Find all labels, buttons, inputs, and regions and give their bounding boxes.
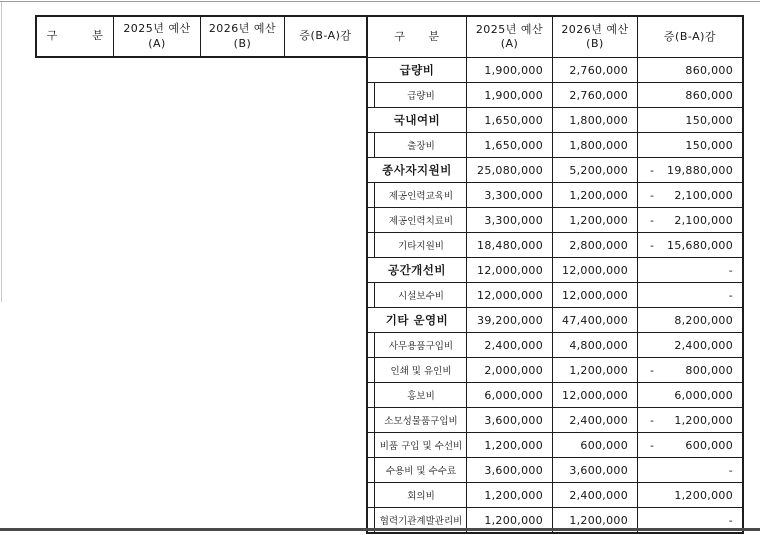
- budget-2025-cell: 1,900,000: [467, 58, 553, 82]
- change-amount-cell: [638, 333, 742, 357]
- table-row: [368, 458, 742, 483]
- change-amount-cell: [638, 458, 742, 482]
- budget-2026-cell: 2,800,000: [553, 233, 638, 257]
- change-amount-value: 1,200,000: [674, 488, 733, 502]
- change-amount-value: 2,100,000: [674, 188, 733, 202]
- row-label-cell: 시설보수비: [368, 283, 467, 307]
- left-header-change: [285, 17, 366, 56]
- table-row: [368, 208, 742, 233]
- change-amount-value: 15,680,000: [667, 238, 733, 252]
- minus-sign: -: [650, 413, 655, 427]
- row-label-cell: 홍보비: [368, 383, 467, 407]
- change-amount-cell: [638, 433, 742, 457]
- change-amount-cell: [638, 283, 742, 307]
- budget-2025-cell: 2,400,000: [467, 333, 553, 357]
- change-amount-cell: [638, 358, 742, 382]
- change-amount-value: 1,200,000: [674, 413, 733, 427]
- change-amount-cell: [638, 133, 742, 157]
- change-amount-value: -: [728, 263, 733, 277]
- change-amount-value: 150,000: [685, 113, 733, 127]
- table-row: [368, 333, 742, 358]
- budget-2026-cell: 2,760,000: [553, 58, 638, 82]
- change-amount-value: 600,000: [685, 438, 733, 452]
- change-amount-cell: [638, 183, 742, 207]
- table-row: [368, 383, 742, 408]
- row-label-cell: 비품 구입 및 수선비: [368, 433, 467, 457]
- change-amount-cell: [638, 308, 742, 332]
- row-label-cell: 기타 운영비: [368, 308, 467, 332]
- header-title: 2025년 예산: [123, 22, 191, 36]
- budget-2025-cell: 1,200,000: [467, 508, 553, 532]
- budget-2026-cell: 12,000,000: [553, 383, 638, 407]
- table-row: [368, 283, 742, 308]
- minus-sign: -: [650, 238, 655, 252]
- change-amount-value: 19,880,000: [667, 163, 733, 177]
- change-amount-value: -: [728, 513, 733, 527]
- row-label-cell: 제공인력치료비: [368, 208, 467, 232]
- budget-2026-cell: 4,800,000: [553, 333, 638, 357]
- header-title: 2026년 예산: [208, 22, 277, 36]
- change-amount-cell: [638, 483, 742, 507]
- budget-2026-cell: 5,200,000: [553, 158, 638, 182]
- budget-2026-cell: 1,200,000: [553, 208, 638, 232]
- table-row: [368, 83, 742, 108]
- table-row: [368, 58, 742, 83]
- table-row: [368, 133, 742, 158]
- left-header-gubun: [37, 17, 114, 56]
- left-header-budget-2025: [114, 17, 201, 56]
- page-bottom-rule: [0, 528, 760, 531]
- row-label-cell: 소모성물품구입비: [368, 408, 467, 432]
- budget-2025-cell: 25,080,000: [467, 158, 553, 182]
- budget-2025-cell: 6,000,000: [467, 383, 553, 407]
- budget-2026-cell: 47,400,000: [553, 308, 638, 332]
- table-row: [368, 408, 742, 433]
- change-amount-cell: [638, 83, 742, 107]
- change-amount-value: 150,000: [685, 138, 733, 152]
- budget-2026-cell: 2,400,000: [553, 408, 638, 432]
- left-budget-table-header: [35, 15, 368, 58]
- budget-2026-cell: 1,800,000: [553, 133, 638, 157]
- budget-2025-cell: 12,000,000: [467, 283, 553, 307]
- budget-2026-cell: 1,200,000: [553, 508, 638, 532]
- header-title: 2026년 예산: [561, 22, 629, 36]
- budget-2025-cell: 1,900,000: [467, 83, 553, 107]
- budget-2026-cell: 3,600,000: [553, 458, 638, 482]
- left-table-header-row: [37, 17, 366, 56]
- budget-2025-cell: 1,650,000: [467, 133, 553, 157]
- change-amount-value: -: [728, 288, 733, 302]
- change-amount-cell: [638, 408, 742, 432]
- table-row: [368, 108, 742, 133]
- row-label-cell: 기타지원비: [368, 233, 467, 257]
- table-row: [368, 483, 742, 508]
- row-label-cell: 수용비 및 수수료: [368, 458, 467, 482]
- change-amount-cell: [638, 58, 742, 82]
- budget-2026-cell: 2,760,000: [553, 83, 638, 107]
- change-amount-value: 860,000: [685, 88, 733, 102]
- change-amount-value: 2,400,000: [674, 338, 733, 352]
- change-amount-cell: [638, 258, 742, 282]
- table-row: [368, 258, 742, 283]
- row-label-cell: 회의비: [368, 483, 467, 507]
- change-amount-value: 2,100,000: [674, 213, 733, 227]
- budget-2025-cell: 1,200,000: [467, 483, 553, 507]
- change-amount-cell: [638, 108, 742, 132]
- row-label-cell: 종사자지원비: [368, 158, 467, 182]
- change-amount-cell: [638, 233, 742, 257]
- budget-2025-cell: 3,600,000: [467, 408, 553, 432]
- header-subtitle: (A): [148, 36, 166, 50]
- budget-2025-cell: 1,200,000: [467, 433, 553, 457]
- budget-2026-cell: 12,000,000: [553, 283, 638, 307]
- minus-sign: -: [650, 213, 655, 227]
- budget-2025-cell: 3,300,000: [467, 208, 553, 232]
- row-label-cell: 협력기관계발관리비: [368, 508, 467, 532]
- budget-2025-cell: 3,600,000: [467, 458, 553, 482]
- row-label-cell: 공간개선비: [368, 258, 467, 282]
- table-row: [368, 358, 742, 383]
- budget-2025-cell: 18,480,000: [467, 233, 553, 257]
- page-left-edge-mark: [1, 2, 2, 302]
- budget-2026-cell: 2,400,000: [553, 483, 638, 507]
- change-amount-value: 800,000: [685, 363, 733, 377]
- table-row: [368, 158, 742, 183]
- table-row: [368, 308, 742, 333]
- header-title: 2025년 예산: [475, 22, 544, 36]
- budget-2026-cell: 12,000,000: [553, 258, 638, 282]
- minus-sign: -: [650, 163, 655, 177]
- budget-2025-cell: 1,650,000: [467, 108, 553, 132]
- header-subtitle: (B): [586, 37, 604, 50]
- row-label-cell: 사무용품구입비: [368, 333, 467, 357]
- row-label-cell: 인쇄 및 유인비: [368, 358, 467, 382]
- header-title: 구 분: [46, 29, 104, 43]
- row-label-cell: 급량비: [368, 58, 467, 82]
- change-amount-value: -: [728, 463, 733, 477]
- minus-sign: -: [650, 438, 655, 452]
- minus-sign: -: [650, 363, 655, 377]
- minus-sign: -: [650, 188, 655, 202]
- budget-2025-cell: 39,200,000: [467, 308, 553, 332]
- budget-2025-cell: 3,300,000: [467, 183, 553, 207]
- budget-2026-cell: 600,000: [553, 433, 638, 457]
- right-budget-table: [366, 15, 744, 534]
- row-label-cell: 출장비: [368, 133, 467, 157]
- budget-2026-cell: 1,200,000: [553, 358, 638, 382]
- right-table-body: [368, 58, 742, 532]
- header-title: 증(B-A)감: [663, 29, 717, 43]
- budget-2025-cell: 12,000,000: [467, 258, 553, 282]
- budget-2026-cell: 1,200,000: [553, 183, 638, 207]
- header-subtitle: (B): [233, 36, 252, 50]
- budget-2025-cell: 2,000,000: [467, 358, 553, 382]
- row-label-cell: 국내여비: [368, 108, 467, 132]
- change-amount-cell: [638, 383, 742, 407]
- change-amount-value: 8,200,000: [674, 313, 733, 327]
- right-header-change: [638, 17, 742, 57]
- right-header-gubun: [368, 17, 467, 57]
- change-amount-value: 860,000: [685, 63, 733, 77]
- change-amount-cell: [638, 158, 742, 182]
- table-row: [368, 183, 742, 208]
- row-label-cell: 제공인력교육비: [368, 183, 467, 207]
- row-label-cell: 급량비: [368, 83, 467, 107]
- page-top-rule: [0, 1, 760, 2]
- header-title: 증(B-A)감: [299, 29, 352, 43]
- right-header-budget-2025: [467, 17, 553, 57]
- right-header-budget-2026: [553, 17, 638, 57]
- left-header-budget-2026: [201, 17, 285, 56]
- change-amount-value: 6,000,000: [674, 388, 733, 402]
- right-table-header-row: [368, 17, 742, 58]
- header-subtitle: (A): [500, 37, 519, 50]
- budget-2026-cell: 1,800,000: [553, 108, 638, 132]
- table-row: [368, 233, 742, 258]
- change-amount-cell: [638, 208, 742, 232]
- header-title: 구 분: [394, 29, 440, 43]
- table-row: [368, 433, 742, 458]
